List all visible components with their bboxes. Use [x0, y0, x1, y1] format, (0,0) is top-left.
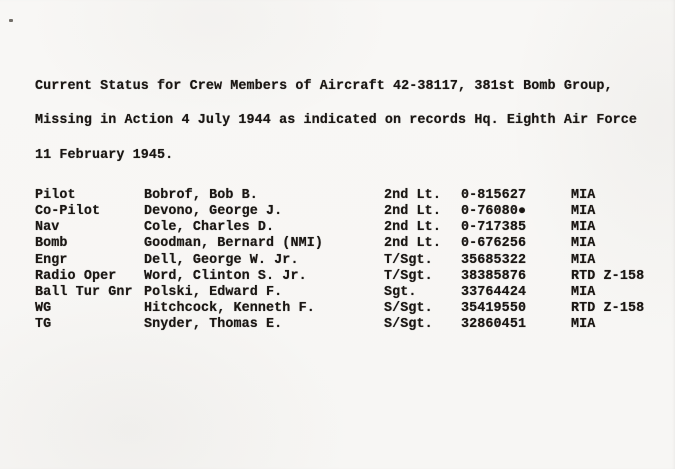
cell-serial: 33764424: [461, 285, 527, 300]
cell-rank: T/Sgt.: [384, 253, 433, 268]
cell-name: Devono, George J.: [144, 204, 283, 219]
cell-rank: S/Sgt.: [384, 301, 433, 316]
cell-status: RTD Z-158: [571, 301, 645, 316]
cell-name: Word, Clinton S. Jr.: [144, 269, 307, 284]
cell-position: Pilot: [35, 188, 76, 203]
cell-name: Polski, Edward F.: [144, 285, 283, 300]
cell-status: MIA: [571, 220, 596, 235]
cell-status: MIA: [571, 317, 596, 332]
cell-serial: 0-76080●: [461, 204, 527, 219]
cell-name: Bobrof, Bob B.: [144, 188, 258, 203]
cell-serial: 0-815627: [461, 188, 527, 203]
cell-position: Ball Tur Gnr: [35, 285, 133, 300]
cell-rank: Sgt.: [384, 285, 417, 300]
cell-rank: 2nd Lt.: [384, 188, 441, 203]
cell-rank: 2nd Lt.: [384, 236, 441, 251]
cell-status: MIA: [571, 253, 596, 268]
cell-position: Co-Pilot: [35, 204, 101, 219]
cell-serial: 0-717385: [461, 220, 527, 235]
cell-position: Radio Oper: [35, 269, 117, 284]
table-row: [0, 188, 675, 204]
cell-status: MIA: [571, 204, 596, 219]
cell-serial: 35419550: [461, 301, 527, 316]
cell-rank: T/Sgt.: [384, 269, 433, 284]
table-row: [0, 236, 675, 252]
cell-rank: S/Sgt.: [384, 317, 433, 332]
cell-position: WG: [35, 301, 52, 316]
cell-position: Engr: [35, 253, 68, 268]
table-row: [0, 220, 675, 236]
cell-name: Cole, Charles D.: [144, 220, 275, 235]
cell-status: MIA: [571, 188, 596, 203]
cell-position: TG: [35, 317, 52, 332]
table-row: [0, 317, 675, 333]
cell-serial: 32860451: [461, 317, 527, 332]
table-row: [0, 301, 675, 317]
cell-rank: 2nd Lt.: [384, 220, 441, 235]
cell-position: Bomb: [35, 236, 68, 251]
cell-name: Dell, George W. Jr.: [144, 253, 299, 268]
table-row: [0, 253, 675, 269]
cell-status: MIA: [571, 285, 596, 300]
cell-status: MIA: [571, 236, 596, 251]
table-row: [0, 204, 675, 220]
header-line-2: Missing in Action 4 July 1944 as indicated on records Hq. Eighth Air Force: [35, 113, 638, 128]
scan-speck: [9, 19, 13, 22]
header-line-1: Current Status for Crew Members of Aircraft 42-38117, 381st Bomb Group,: [35, 79, 613, 94]
cell-rank: 2nd Lt.: [384, 204, 441, 219]
header-line-3: 11 February 1945.: [35, 148, 174, 163]
crew-table: [0, 188, 675, 338]
cell-serial: 35685322: [461, 253, 527, 268]
cell-serial: 38385876: [461, 269, 527, 284]
cell-name: Goodman, Bernard (NMI): [144, 236, 323, 251]
table-row: [0, 269, 675, 285]
cell-status: RTD Z-158: [571, 269, 645, 284]
cell-name: Hitchcock, Kenneth F.: [144, 301, 315, 316]
cell-position: Nav: [35, 220, 60, 235]
cell-name: Snyder, Thomas E.: [144, 317, 283, 332]
cell-serial: 0-676256: [461, 236, 527, 251]
table-row: [0, 285, 675, 301]
